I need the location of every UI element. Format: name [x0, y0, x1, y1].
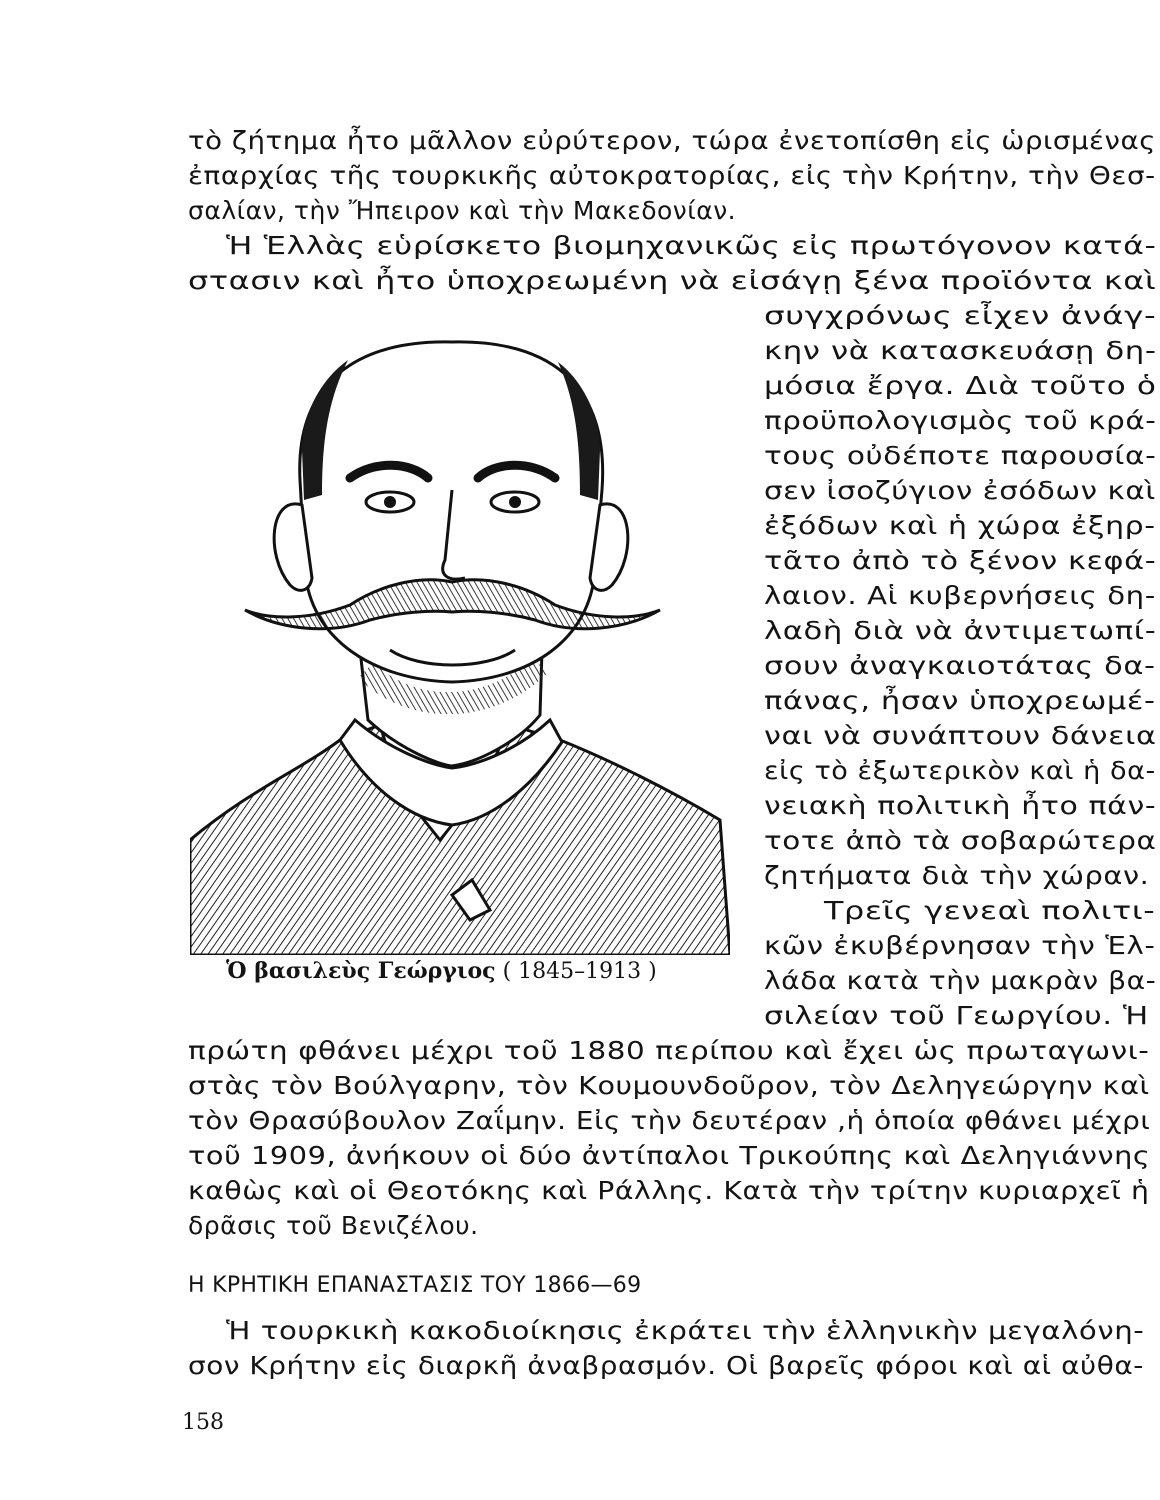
text-line: ζητήματα διὰ τὴν χώραν. — [764, 861, 1150, 890]
text-line: Τρεῖς γενεαὶ πολιτι- — [824, 896, 1156, 925]
text-line: κῶν ἐκυβέρνησαν τὴν Ἑλ- — [764, 931, 1156, 960]
text-line: Ἡ Ἑλλὰς εὑρίσκετο βιομηχανικῶς εἰς πρωτόγονον κατά- — [226, 231, 1157, 260]
text-line: σαλίαν, τὴν Ἤπειρον καὶ τὴν Μακεδονίαν. — [188, 196, 737, 225]
figure-caption — [226, 958, 657, 984]
text-line: συγχρόνως εἶχεν ἀνάγ- — [764, 301, 1157, 330]
text-line: Ἡ τουρκικὴ κακοδιοίκησις ἐκράτει τὴν ἑλληνικὴν μεγαλόνη- — [226, 1316, 1145, 1345]
text-line: δρᾶσις τοῦ Βενιζέλου. — [188, 1211, 479, 1240]
text-line: στασιν καὶ ἦτο ὑποχρεωμένη νὰ εἰσάγῃ ξένα προϊόντα καὶ — [188, 266, 1157, 295]
text-line: πάνας, ἦσαν ὑποχρεωμέ- — [764, 686, 1156, 715]
text-line: πρώτη φθάνει μέχρι τοῦ 1880 περίπου καὶ ἔχει ὡς πρωταγωνι- — [188, 1036, 1150, 1065]
caption-name: Ὁ βασιλεὺς Γεώργιος — [226, 958, 496, 984]
text-line: λαδὴ διὰ νὰ ἀντιμετωπί- — [764, 616, 1157, 645]
text-line: μόσια ἔργα. Διὰ τοῦτο ὁ — [764, 371, 1157, 400]
text-line: ἐξόδων καὶ ἡ χώρα ἐξηρ- — [764, 511, 1156, 540]
text-line: σον Κρήτην εἰς διαρκῆ ἀναβρασμόν. Οἱ βαρεῖς φόροι καὶ αἱ αὐθα- — [188, 1351, 1144, 1380]
page-number: 158 — [182, 1410, 224, 1435]
text-line: τοῦ 1909, ἀνήκουν οἱ δύο ἀντίπαλοι Τρικούπης καὶ Δεληγιάννης — [188, 1141, 1151, 1170]
text-line: ναι νὰ συνάπτουν δάνεια — [764, 721, 1157, 750]
text-line: τὸν Θρασύβουλον Ζαΐμην. Εἰς τὴν δευτέραν ,ἡ ὁποία φθάνει μέχρι — [188, 1106, 1151, 1135]
text-line: προϋπολογισμὸς τοῦ κρά- — [764, 406, 1157, 435]
text-line: τοτε ἀπὸ τὰ σοβαρώτερα — [764, 826, 1157, 855]
text-line: στὰς τὸν Βούλγαρην, τὸν Κουμουνδοῦρον, τὸν Δεληγεώργην καὶ — [188, 1071, 1150, 1100]
text-line: σουν ἀναγκαιοτάτας δα- — [764, 651, 1156, 680]
text-line: ἐπαρχίας τῆς τουρκικῆς αὐτοκρατορίας, εἰς τὴν Κρήτην, τὴν Θεσ- — [188, 161, 1156, 190]
text-line: νειακὴ πολιτικὴ ἦτο πάν- — [764, 791, 1157, 820]
text-line: τους οὐδέποτε παρουσία- — [764, 441, 1157, 470]
text-line: τᾶτο ἀπὸ τὸ ξένον κεφά- — [764, 546, 1157, 575]
text-line: λάδα κατὰ τὴν μακρὰν βα- — [764, 966, 1157, 995]
text-line: εἰς τὸ ἐξωτερικὸν καὶ ἡ δα- — [764, 756, 1156, 785]
text-line: λαιον. Αἱ κυβερνήσεις δη- — [764, 581, 1156, 610]
text-line: κην νὰ κατασκευάσῃ δη- — [764, 336, 1157, 365]
text-line: καθὼς καὶ οἱ Θεοτόκης καὶ Ράλλης. Κατὰ τὴν τρίτην κυριαρχεῖ ἡ — [188, 1176, 1150, 1205]
caption-years: ( 1845–1913 ) — [502, 959, 657, 984]
text-line: σεν ἰσοζύγιον ἐσόδων καὶ — [764, 476, 1156, 505]
text-line: τὸ ζήτημα ἦτο μᾶλλον εὐρύτερον, τώρα ἐνετοπίσθη εἰς ὡρισμένας — [188, 126, 1156, 155]
king-george-portrait — [190, 320, 730, 955]
section-heading: Η ΚΡΗΤΙΚΗ ΕΠΑΝΑΣΤΑΣΙΣ ΤΟΥ 1866—69 — [188, 1273, 642, 1298]
text-line: σιλείαν τοῦ Γεωργίου. Ἡ — [764, 1001, 1149, 1030]
